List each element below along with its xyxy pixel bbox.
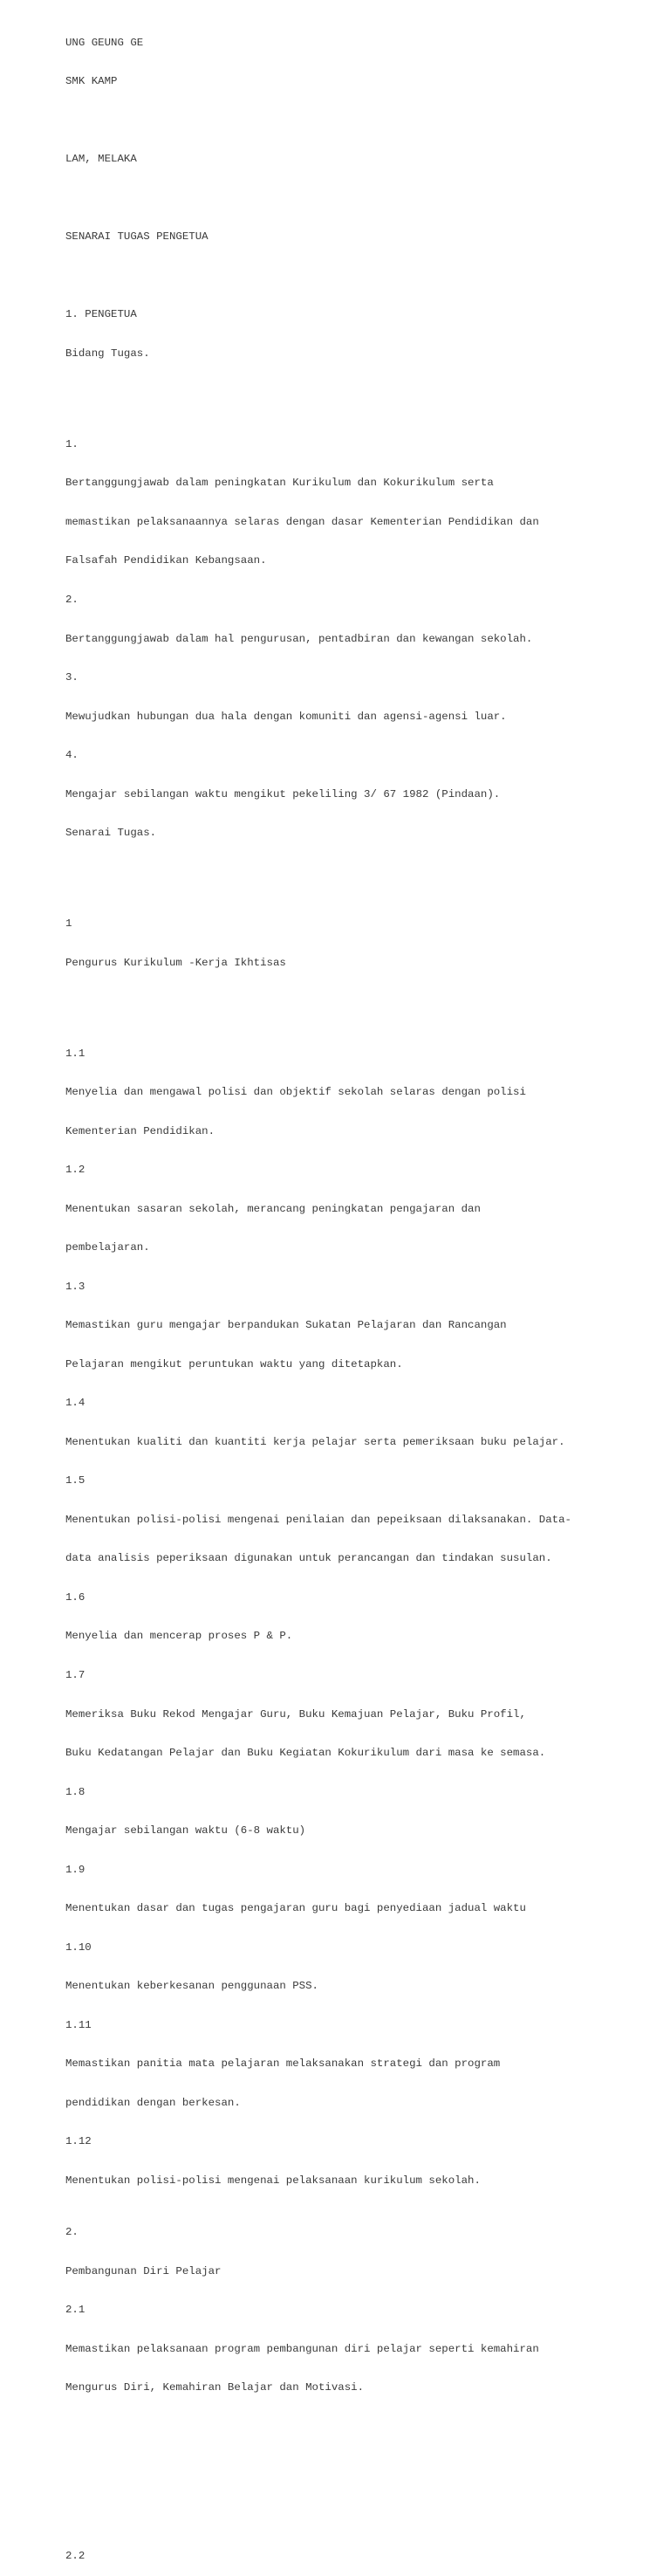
item-num: 1.10 [65,1941,92,1954]
item-num: 1.4 [65,1397,85,1410]
item-num: 1.5 [65,1474,85,1487]
item-num: 1.2 [65,1164,85,1177]
bidang-tugas-num: 3. [65,671,79,684]
bidang-tugas-text: Bertanggungjawab dalam hal pengurusan, pentadbiran dan kewangan sekolah. [65,632,533,645]
senarai-tugas-label: Senarai Tugas. [65,827,157,840]
bidang-tugas-text: Mewujudkan hubungan dua hala dengan komuniti dan agensi-agensi luar. [65,710,507,723]
kurikulum-num: 1 [65,917,72,931]
item-text: Menentukan kualiti dan kuantiti kerja pelajar serta pemeriksaan buku pelajar. [65,1435,565,1448]
item-text: data analisis peperiksaan digunakan untuk perancangan dan tindakan susulan. [65,1552,552,1565]
item-text: pendidikan dengan berkesan. [65,2096,241,2109]
item-text: Memeriksa Buku Rekod Mengajar Guru, Buku Kemajuan Pelajar, Buku Profil, [65,1707,526,1721]
item-text: Mengurus Diri, Kemahiran Belajar dan Motivasi. [65,2381,365,2394]
pembangunan-title: Pembangunan Diri Pelajar [65,2264,222,2277]
item-num: 1.1 [65,1047,85,1060]
item-num: 1.3 [65,1280,85,1293]
item-num: 1.12 [65,2135,92,2148]
kurikulum-title: Pengurus Kurikulum -Kerja Ikhtisas [65,956,286,969]
item-num: 2.1 [65,2304,85,2317]
subheading-bidang-tugas: Bidang Tugas. [65,347,150,360]
bidang-tugas-num: 4. [65,749,79,762]
item-text: Memastikan panitia mata pelajaran melaksanakan strategi dan program [65,2057,501,2071]
item-text: pembelajaran. [65,1241,150,1254]
item-num: 1.6 [65,1590,85,1604]
bidang-tugas-text: Falsafah Pendidikan Kebangsaan. [65,554,267,567]
document-body [65,10,653,2576]
bidang-tugas-num: 2. [65,593,79,606]
item-text: Mengajar sebilangan waktu (6-8 waktu) [65,1824,306,1838]
item-text: Memastikan guru mengajar berpandukan Sukatan Pelajaran dan Rancangan [65,1319,507,1332]
bidang-tugas-text: Mengajar sebilangan waktu mengikut pekeliling 3/ 67 1982 (Pindaan). [65,787,501,800]
item-text: Menentukan polisi-polisi mengenai pelaksanaan kurikulum sekolah. [65,2174,481,2187]
section-heading-pengetua: 1. PENGETUA [65,308,137,321]
item-text: Menentukan keberkesanan penggunaan PSS. [65,1980,318,1993]
school-name-line-2: SMK KAMP [65,75,118,88]
bidang-tugas-num: 1. [65,437,79,450]
item-text: Kementerian Pendidikan. [65,1124,215,1137]
bidang-tugas-text: Bertanggungjawab dalam peningkatan Kurikulum dan Kokurikulum serta [65,477,494,490]
item-num: 1.11 [65,2018,92,2031]
item-text: Pelajaran mengikut peruntukan waktu yang ditetapkan. [65,1357,403,1370]
document-title: SENARAI TUGAS PENGETUA [65,230,209,244]
item-text: Buku Kedatangan Pelajar dan Buku Kegiatan Kokurikulum dari masa ke semasa. [65,1747,546,1760]
item-text: Menyelia dan mengawal polisi dan objektif sekolah selaras dengan polisi [65,1086,526,1099]
item-text: Menentukan sasaran sekolah, merancang peningkatan pengajaran dan [65,1202,481,1215]
bidang-tugas-text: memastikan pelaksanaannya selaras dengan dasar Kementerian Pendidikan dan [65,515,539,528]
item-num: 1.8 [65,1785,85,1798]
item-text: Menyelia dan mencerap proses P & P. [65,1630,293,1643]
item-num: 2.2 [65,2550,85,2563]
item-text: Menentukan polisi-polisi mengenai penilaian dan pepeiksaan dilaksanakan. Data- [65,1513,571,1526]
school-name-line-1: UNG GEUNG GE [65,36,144,49]
school-location: LAM, MELAKA [65,153,137,166]
item-text: Menentukan dasar dan tugas pengajaran guru bagi penyediaan jadual waktu [65,1902,526,1915]
item-text: Memastikan pelaksanaan program pembangunan diri pelajar seperti kemahiran [65,2342,539,2355]
item-num: 1.9 [65,1863,85,1876]
pembangunan-num: 2. [65,2226,79,2239]
item-num: 1.7 [65,1669,85,1681]
